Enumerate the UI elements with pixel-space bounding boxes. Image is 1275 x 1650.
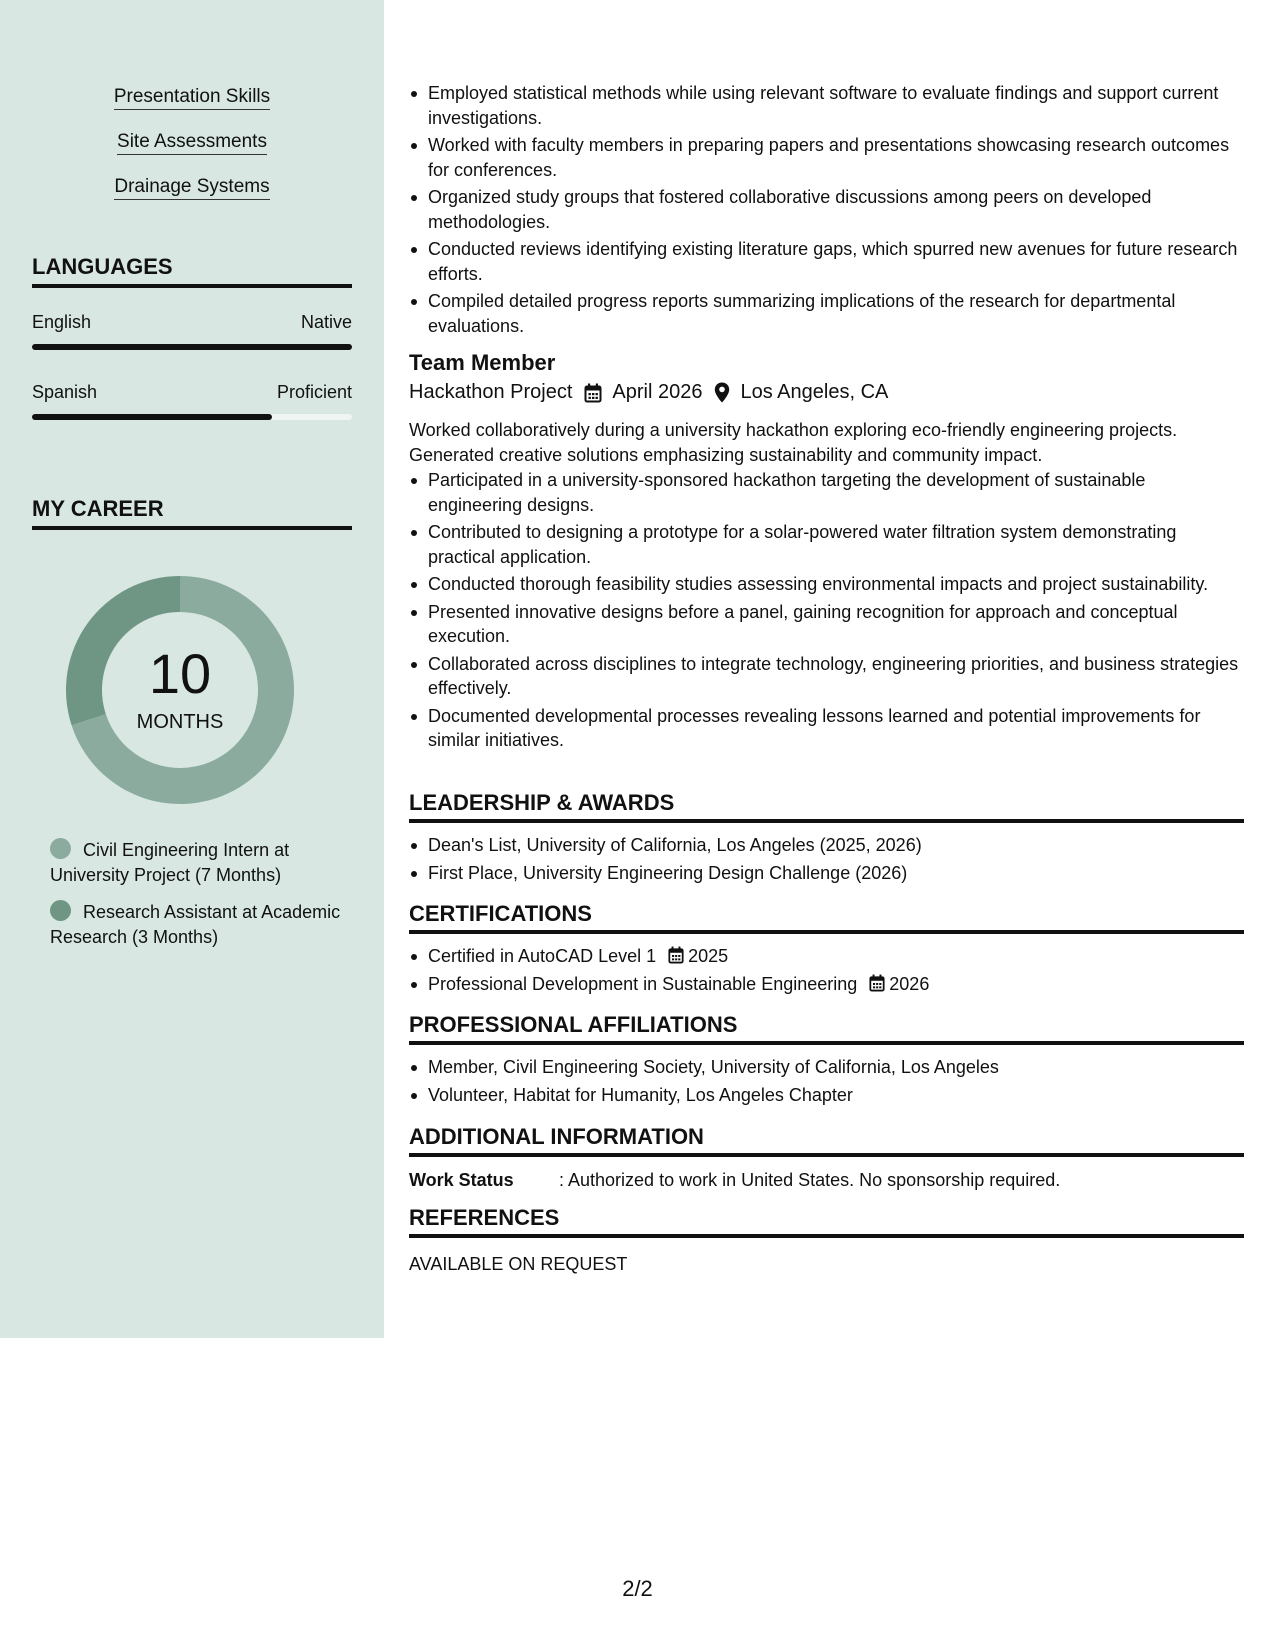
language-bar <box>32 344 352 350</box>
calendar-icon <box>668 946 684 964</box>
list-item: Worked with faculty members in preparing papers and presentations showcasing research outcomes for conferences. <box>409 133 1244 182</box>
list-item: Conducted thorough feasibility studies assessing environmental impacts and project sustainability. <box>409 572 1244 597</box>
skill-item: Presentation Skills <box>0 86 384 110</box>
job-meta <box>409 381 888 404</box>
language-row <box>32 382 352 403</box>
page-number: 2/2 <box>622 1576 653 1601</box>
work-status-label: Work Status <box>409 1170 514 1190</box>
career-heading: MY CAREER <box>32 496 352 530</box>
list-item: Documented developmental processes revealing lessons learned and potential improvements for similar initiatives. <box>409 704 1244 753</box>
list-item: Conducted reviews identifying existing literature gaps, which spurred new avenues for future research efforts. <box>409 237 1244 286</box>
language-bar-fill <box>32 344 352 350</box>
career-donut-chart <box>66 576 294 804</box>
career-total-unit: MONTHS <box>136 711 224 733</box>
list-item: Member, Civil Engineering Society, University of California, Los Angeles <box>409 1055 1244 1080</box>
job-description: Worked collaboratively during a university hackathon exploring eco-friendly engineering projects. Generated creative solutions emphasizing sustainability and community impact. <box>409 420 1178 465</box>
legend-dot <box>50 900 71 921</box>
list-item: Contributed to designing a prototype for a solar-powered water filtration system demonstrating practical application. <box>409 520 1244 569</box>
career-legend-item: Civil Engineering Intern at University Project (7 Months) <box>50 840 290 885</box>
legend-dot <box>50 838 71 859</box>
job-title: Team Member <box>409 350 556 375</box>
list-item: Collaborated across disciplines to integrate technology, engineering priorities, and business strategies effectively. <box>409 652 1244 701</box>
list-item: Professional Development in Sustainable Engineering 2026 <box>409 972 1244 997</box>
section-heading-affiliations: PROFESSIONAL AFFILIATIONS <box>409 1012 1244 1045</box>
list-item: First Place, University Engineering Design Challenge (2026) <box>409 861 1244 886</box>
language-bar <box>32 414 352 420</box>
work-status-value: : Authorized to work in United States. No sponsorship required. <box>559 1170 1061 1190</box>
affiliations-list <box>409 1055 1244 1110</box>
sidebar <box>0 0 384 1338</box>
section-heading-certifications: CERTIFICATIONS <box>409 901 1244 934</box>
job-location: Los Angeles, CA <box>740 381 889 403</box>
list-item: Volunteer, Habitat for Humanity, Los Angeles Chapter <box>409 1083 1244 1108</box>
language-row <box>32 312 352 333</box>
certifications-list <box>409 944 1244 999</box>
list-item: Presented innovative designs before a panel, gaining recognition for approach and conceptual execution. <box>409 600 1244 649</box>
section-heading-leadership: LEADERSHIP & AWARDS <box>409 790 1244 823</box>
section-heading-additional: ADDITIONAL INFORMATION <box>409 1124 1244 1157</box>
skill-item: Drainage Systems <box>0 176 384 200</box>
leadership-list <box>409 833 1244 888</box>
language-bar-fill <box>32 414 272 420</box>
work-status <box>409 1170 1060 1191</box>
list-item: Dean's List, University of California, Los Angeles (2025, 2026) <box>409 833 1244 858</box>
skill-item: Site Assessments <box>0 131 384 155</box>
calendar-icon <box>869 974 885 992</box>
list-item: Participated in a university-sponsored hackathon targeting the development of sustainable engineering designs. <box>409 468 1244 517</box>
career-total-number: 10 <box>148 642 212 705</box>
list-item: Compiled detailed progress reports summarizing implications of the research for departmental evaluations. <box>409 289 1244 338</box>
location-pin-icon <box>714 382 730 403</box>
career-legend-item: Research Assistant at Academic Research (3 Months) <box>50 902 341 947</box>
list-item: Employed statistical methods while using relevant software to evaluate findings and support current investigations. <box>409 81 1244 130</box>
calendar-icon <box>584 383 602 403</box>
language-level: Proficient <box>276 382 352 402</box>
language-level: Native <box>300 312 352 332</box>
list-item: Certified in AutoCAD Level 1 2025 <box>409 944 1244 969</box>
job-organization: Hackathon Project <box>409 381 573 403</box>
job-date: April 2026 <box>612 381 703 403</box>
job-bullets <box>409 468 1244 756</box>
references-text: AVAILABLE ON REQUEST <box>409 1254 628 1274</box>
language-name: English <box>32 312 92 332</box>
list-item: Organized study groups that fostered collaborative discussions among peers on developed methodologies. <box>409 185 1244 234</box>
language-name: Spanish <box>32 382 98 402</box>
section-heading-references: REFERENCES <box>409 1205 1244 1238</box>
experience-bullets <box>409 81 1244 341</box>
languages-heading: LANGUAGES <box>32 254 352 288</box>
